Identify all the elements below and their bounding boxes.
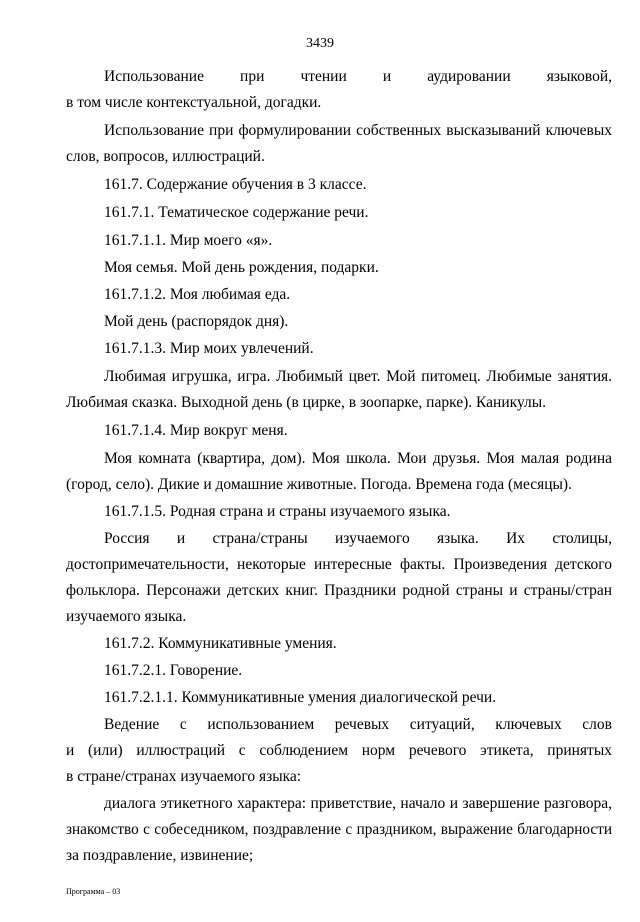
text-line: и (или) иллюстраций с соблюдением норм речевого этикета, принятых bbox=[66, 742, 612, 759]
text-line: диалога этикетного характера: приветствие, начало и завершение разговора, bbox=[104, 795, 612, 812]
text-line: Мой день (распорядок дня). bbox=[104, 313, 289, 330]
section-heading: 161.7.2.1. Говорение. bbox=[104, 662, 243, 679]
text-line: знакомство с собеседником, поздравление с праздником, выражение благодарности bbox=[66, 821, 612, 838]
section-heading: 161.7.1.3. Мир моих увлечений. bbox=[104, 340, 314, 357]
section-heading: 161.7.1. Тематическое содержание речи. bbox=[104, 204, 369, 221]
section-heading: 161.7.2. Коммуникативные умения. bbox=[104, 635, 337, 652]
page-number: 3439 bbox=[306, 36, 334, 51]
section-heading: 161.7.1.2. Моя любимая еда. bbox=[104, 286, 291, 303]
text-line: Использование при чтении и аудировании языковой, bbox=[104, 68, 612, 85]
text-line: Использование при формулировании собственных высказываний ключевых bbox=[104, 122, 612, 139]
text-line: Россия и страна/страны изучаемого языка. Их столицы, bbox=[104, 530, 612, 547]
section-heading: 161.7.1.5. Родная страна и страны изучаемого языка. bbox=[104, 503, 451, 520]
text-line: достопримечательности, некоторые интересные факты. Произведения детского bbox=[66, 556, 612, 573]
text-line: фольклора. Персонажи детских книг. Праздники родной страны и страны/стран bbox=[66, 582, 612, 599]
text-line: Моя комната (квартира, дом). Моя школа. Мои друзья. Моя малая родина bbox=[104, 450, 612, 467]
section-heading: 161.7.1.1. Мир моего «я». bbox=[104, 232, 273, 249]
text-line: Любимая игрушка, игра. Любимый цвет. Мой питомец. Любимые занятия. bbox=[104, 368, 612, 385]
section-heading: 161.7. Содержание обучения в 3 классе. bbox=[104, 176, 367, 193]
text-line: слов, вопросов, иллюстраций. bbox=[66, 148, 265, 165]
text-line: Ведение с использованием речевых ситуаций, ключевых слов bbox=[104, 716, 612, 733]
text-line: Любимая сказка. Выходной день (в цирке, в зоопарке, парке). Каникулы. bbox=[66, 394, 547, 411]
text-line: Моя семья. Мой день рождения, подарки. bbox=[104, 259, 379, 276]
text-line: в том числе контекстуальной, догадки. bbox=[66, 94, 322, 111]
section-heading: 161.7.2.1.1. Коммуникативные умения диалогической речи. bbox=[104, 689, 497, 706]
footer-label: Программа – 03 bbox=[66, 887, 121, 896]
text-line: (город, село). Дикие и домашние животные. Погода. Времена года (месяцы). bbox=[66, 476, 572, 493]
section-heading: 161.7.1.4. Мир вокруг меня. bbox=[104, 422, 288, 439]
text-line: изучаемого языка. bbox=[66, 608, 187, 625]
text-line: в стране/странах изучаемого языка: bbox=[66, 768, 302, 785]
text-line: за поздравление, извинение; bbox=[66, 847, 254, 864]
